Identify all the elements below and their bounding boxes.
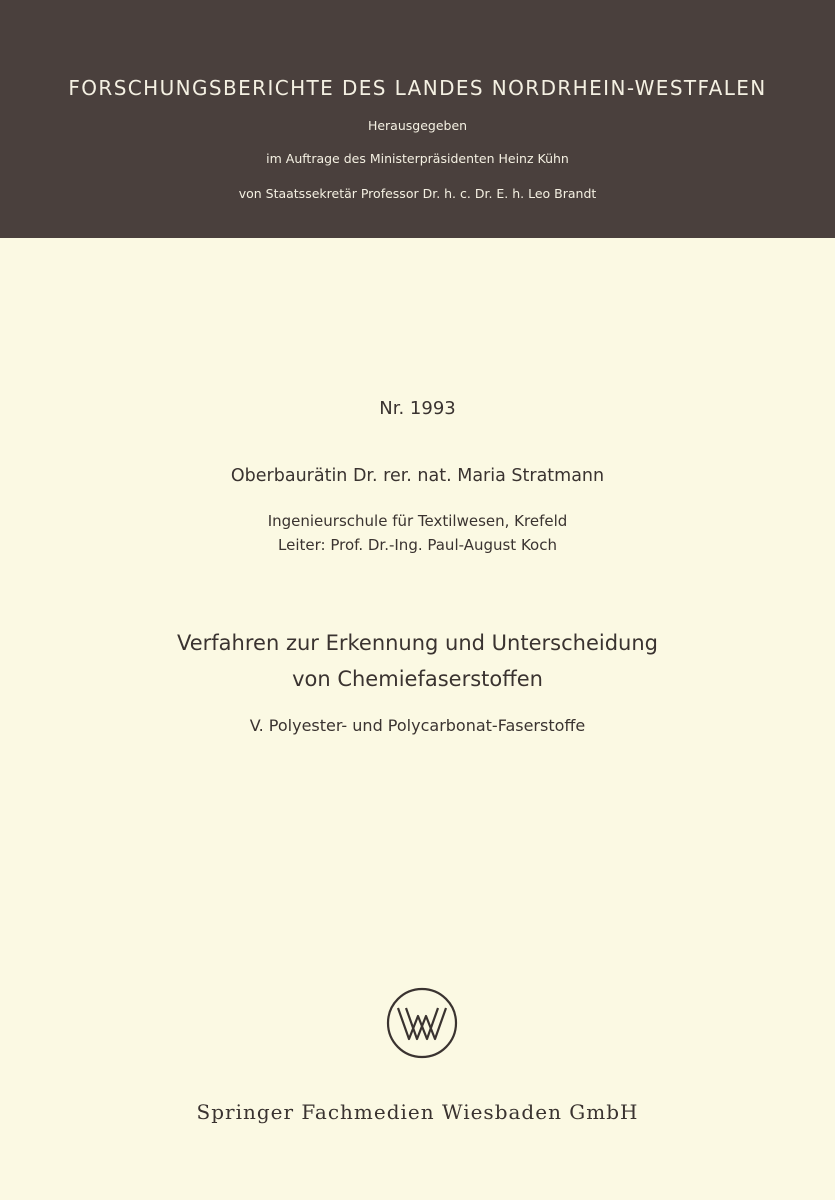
commission-note: im Auftrage des Ministerpräsidenten Heinz Kühn [266,151,569,166]
header-band [0,0,835,238]
ww-publisher-logo-icon [385,986,459,1060]
editor-note: Herausgegeben [367,118,468,133]
institution-block [0,509,835,557]
director: Leiter: Prof. Dr.-Ing. Paul-August Koch [278,536,557,554]
author: Oberbaurätin Dr. rer. nat. Maria Stratmann [230,466,605,486]
publisher: Springer Fachmedien Wiesbaden GmbH [196,1100,639,1124]
institution: Ingenieurschule für Textilwesen, Krefeld [267,512,568,530]
series-title: FORSCHUNGSBERICHTE DES LANDES NORDRHEIN-WESTFALEN [68,76,767,100]
editor-name: von Staatssekretär Professor Dr. h. c. Dr. E. h. Leo Brandt [238,186,597,201]
document-title [0,625,835,697]
title-line-2: von Chemiefaserstoffen [292,667,543,691]
title-line-1: Verfahren zur Erkennung und Unterscheidung [177,631,658,655]
document-subtitle: V. Polyester- und Polycarbonat-Faserstoffe [249,716,586,735]
report-number: Nr. 1993 [379,398,456,419]
